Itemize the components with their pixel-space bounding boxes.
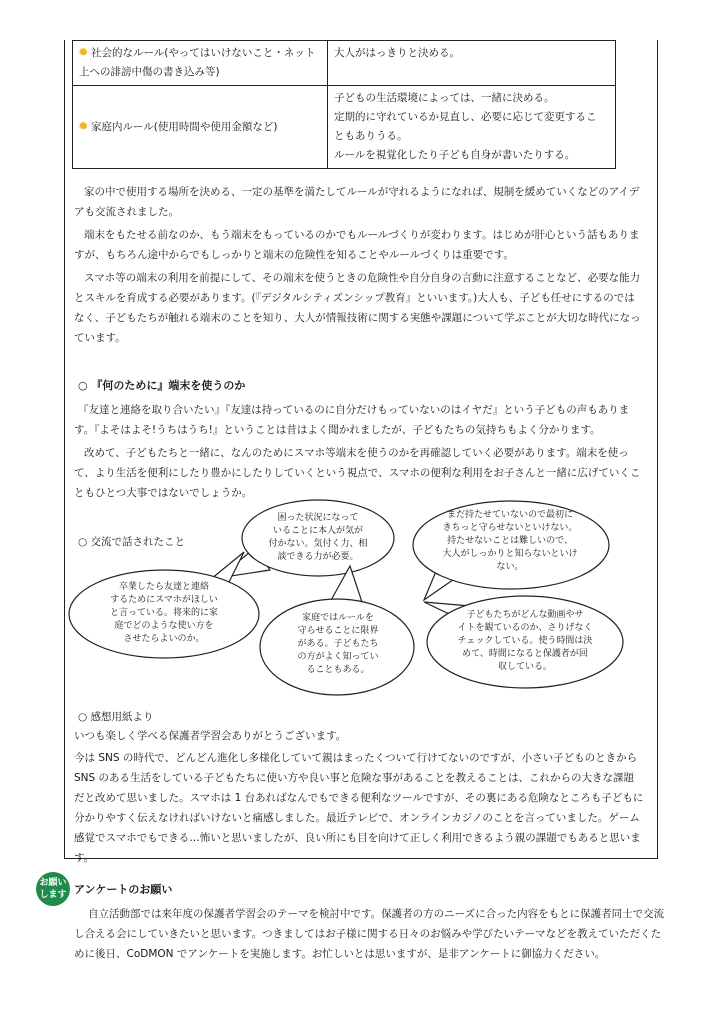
- badge-text: します: [39, 890, 67, 900]
- rule-category-text: 家庭内ルール(使用時間や使用金額など): [91, 120, 278, 133]
- rule-category-text: 社会的なルール(やってはいけないこと・ネット: [91, 47, 316, 59]
- rule-detail-text: 定期的に守れているか見直し、必要に応じて変更するこ: [334, 111, 597, 123]
- bubble-text: まだ持たせていないので最初に きちっと守らせないといけない。 持たせないことは難しいので、 大人がしっかりと知らないといけ ない。: [442, 510, 578, 572]
- paragraph: 今は SNS の時代で、どんどん進化し多様化していて親はまったくついて行けてないのですが、小さい子どものときから SNS のある生活をしている子どもたちに使い方や良い事と危険な事があることを教えることは、これからの大きな課題だと改めて思いました。スマホは 1 台あればなんでもできる便利なツールですが、その裏にある危険なところも子どもに分かりやすく伝えなければいけないと痛感しました。最近テレビで、オンラインカジノのことを言っていました。ゲーム感覚でスマホでもできる…怖いと思いましたが、良い所にも目を向けて正しく利用できるよう親の課題でもあると思います。: [74, 752, 644, 864]
- survey-title: アンケートのお願い: [74, 883, 173, 896]
- paragraph: 家の中で使用する場所を決める、一定の基準を満たしてルールが守れるようになれば、規制を緩めていくなどのアイデアも交流されました。: [74, 186, 640, 218]
- paragraph: スマホ等の端末の利用を前提にして、その端末を使うときの危険性や自分自身の言動に注意することなど、必要な能力とスキルを育成する必要があります。(『デジタルシティズンシップ教育』といいます。)大人も、子ども任せにするのではなく、子どもたちが触れる端末のことを知り、大人が情報技術に関する実態や課題について学ぶことが大切な時代になっています。: [74, 272, 641, 344]
- badge-text: お願い: [39, 878, 67, 888]
- section-heading: ○ 『何のために』端末を使うのか: [78, 379, 246, 392]
- paragraph: いつも楽しく学べる保護者学習会ありがとうございます。: [74, 730, 347, 742]
- paragraph: 端末をもたせる前なのか、もう端末をもっているのかでもルールづくりが変わります。はじめが肝心という話もありますが、もちろん途中からでもしっかりと端末の危険性を知ることやルールづくりは重要です。: [74, 229, 640, 261]
- bubble-text: 子どもたちがどんな動画やサ イトを観ているのか、さりげなく チェックしている。使う時間は決 めて、時間になると保護者が回 収している。: [457, 610, 593, 672]
- bubble-text: 困った状況になって いることに本人が気が 付かない。気付く力、相 談できる力が必要。: [268, 513, 368, 562]
- onegai-badge: [36, 872, 70, 906]
- bubble-text: 家庭ではルールを 守らせることに限界 がある。子どもたち の方がよく知ってい ることもある。: [297, 613, 379, 675]
- rule-category-text: 上への誹謗中傷の書き込み等): [79, 66, 220, 78]
- paragraph: 改めて、子どもたちと一緒に、なんのためにスマホ等端末を使うのかを再確認していく必要があります。端末を使って、より生活を便利にしたり豊かにしたりしていくという視点で、スマホの便利な利用をお子さんと一緒に広げていくこともひとつ大事ではないでしょうか。: [74, 447, 641, 499]
- rule-detail-text: ルールを視覚化したり子ども自身が書いたりする。: [334, 149, 576, 161]
- rule-detail-text: 子どもの生活環境によっては、一緒に決める。: [334, 92, 555, 104]
- rule-detail-text: ともありうる。: [334, 130, 408, 142]
- section-heading: ○ 交流で話されたこと: [78, 536, 185, 548]
- paragraph: 『友達と連絡を取り合いたい』『友達は持っているのに自分だけもっていないのはイヤだ』という子どもの声もあります。『よそはよそ!うちはうち!』ということは昔はよく聞かれましたが、子どもたちの気持ちもよく分かります。: [74, 404, 630, 436]
- bubble-text: 卒業したら友達と連絡 するためにスマホがほしい と言っている。将来的に家 庭でどのような使い方を させたらよいのか。: [109, 582, 218, 644]
- section-heading: ○ 感想用紙より: [78, 711, 154, 723]
- rule-detail-text: 大人がはっきりと決める。: [334, 47, 460, 59]
- paragraph: 自立活動部では来年度の保護者学習会のテーマを検討中です。保護者の方のニーズに合った内容をもとに保護者同士で交流し合える会にしていきたいと思います。つきましてはお子様に関する日々のお悩みや学びたいテーマなどを教えていただくために後日、CoDMON でアンケートを実施します。お忙しいとは思いますが、是非アンケートに御協力ください。: [74, 908, 665, 960]
